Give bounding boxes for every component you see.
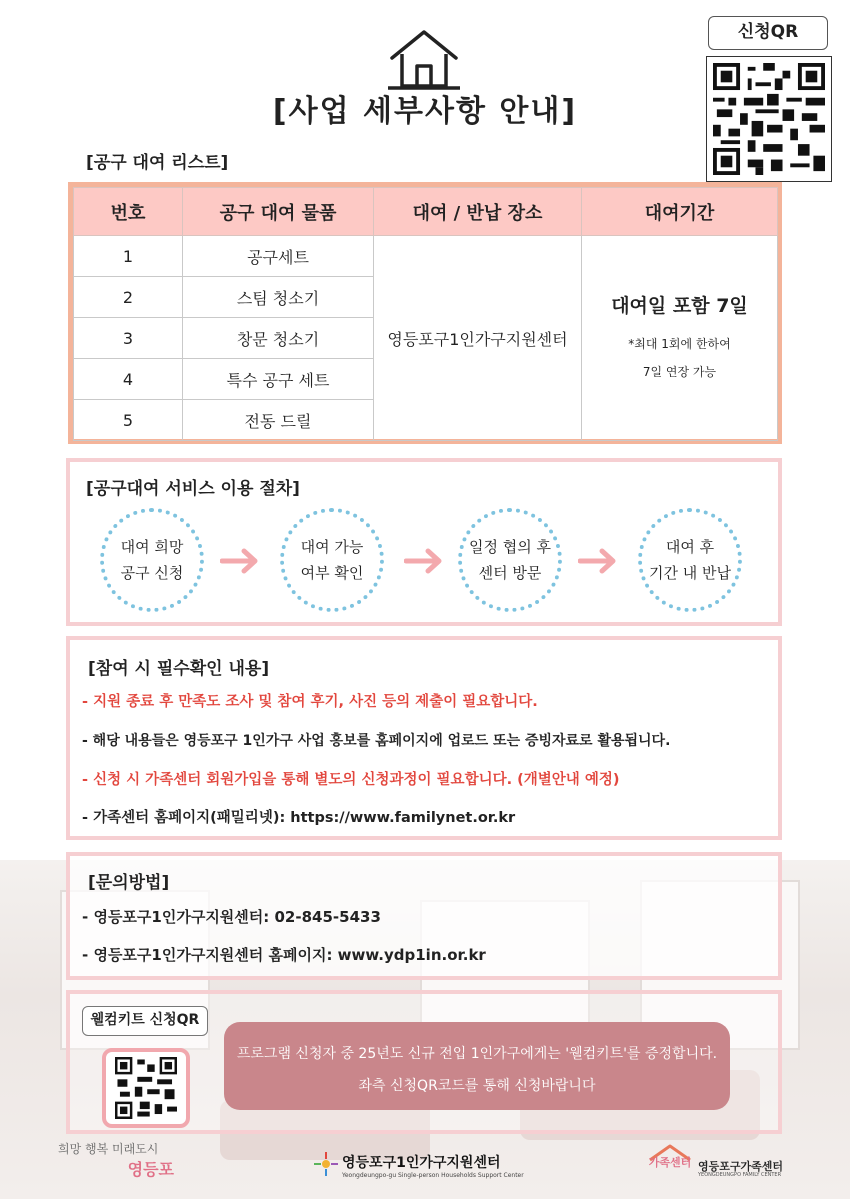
row-item: 스팀 청소기 — [183, 277, 374, 318]
step-4-line-1: 대여 후 — [665, 538, 715, 556]
column-header-item: 공구 대여 물품 — [183, 188, 374, 236]
column-header-number: 번호 — [74, 188, 183, 236]
row-item: 특수 공구 세트 — [183, 359, 374, 400]
requirements-title: [참여 시 필수확인 내용] — [88, 659, 270, 679]
step-2-line-1: 대여 가능 — [300, 538, 364, 556]
center-name: 영등포구1인가구지원센터 — [342, 1155, 501, 1171]
contact-title: [문의방법] — [88, 873, 170, 893]
procedure-step-1 — [100, 508, 204, 612]
family-center-english-name: YEONGDEUNGPO FAMILY CENTER — [698, 1172, 782, 1178]
step-1-line-2: 공구 신청 — [120, 564, 184, 582]
step-3-line-1: 일정 협의 후 — [469, 538, 551, 556]
requirement-item-4: - 가족센터 홈페이지(패밀리넷): https://www.familynet.or.kr — [82, 810, 516, 826]
procedure-title: [공구대여 서비스 이용 절차] — [86, 479, 300, 499]
family-center-logo-text: 가족센터 — [648, 1156, 692, 1169]
row-item: 공구세트 — [183, 236, 374, 277]
row-number: 5 — [74, 400, 183, 441]
tool-list-title: [공구 대여 리스트] — [86, 153, 229, 173]
qr-label: 신청QR — [708, 16, 828, 50]
family-center-logo — [646, 1140, 806, 1188]
qr-code-icon[interactable] — [706, 56, 832, 182]
welcome-kit-qr-label: 웰컴키트 신청QR — [82, 1006, 208, 1036]
row-number: 3 — [74, 318, 183, 359]
welcome-kit-qr-code[interactable] — [102, 1048, 190, 1128]
welcome-kit-section — [66, 990, 782, 1134]
column-header-place: 대여 / 반납 장소 — [374, 188, 582, 236]
row-item: 창문 청소기 — [183, 318, 374, 359]
yeongdeungpo-district-logo — [58, 1140, 182, 1186]
contact-section — [66, 852, 782, 980]
house-icon — [388, 28, 460, 92]
row-item: 전동 드릴 — [183, 400, 374, 441]
row-number: 4 — [74, 359, 183, 400]
arrow-right-icon — [220, 548, 260, 574]
rental-place: 영등포구1인가구지원센터 — [374, 236, 582, 441]
district-slogan: 희망 행복 미래도시 — [58, 1142, 159, 1156]
period-note-2: 7일 연장 가능 — [642, 364, 717, 379]
period-main: 대여일 포함 7일 — [611, 294, 748, 317]
qr-code-icon — [115, 1057, 177, 1119]
center-logo-icon — [314, 1152, 338, 1176]
welcome-kit-message — [224, 1022, 730, 1110]
procedure-section — [66, 458, 782, 626]
family-center-name: 영등포구가족센터 — [698, 1160, 784, 1173]
page-title: [사업 세부사항 안내] — [272, 94, 578, 129]
period-note-1: *최대 1회에 한하여 — [628, 336, 731, 351]
center-english-name: Yeongdeungpo-gu Single-person Households Support Center — [342, 1172, 524, 1179]
requirement-item-2: - 해당 내용들은 영등포구 1인가구 사업 홍보를 홈페이지에 업로드 또는 증빙자료로 활용됩니다. — [82, 733, 671, 749]
step-1-line-1: 대여 희망 — [120, 538, 184, 556]
procedure-step-3 — [458, 508, 562, 612]
step-2-line-2: 여부 확인 — [300, 564, 364, 582]
table-row — [74, 236, 778, 277]
requirement-item-1: - 지원 종료 후 만족도 조사 및 참여 후기, 사진 등의 제출이 필요합니다. — [82, 694, 538, 710]
procedure-step-2 — [280, 508, 384, 612]
step-4-line-2: 기간 내 반납 — [649, 564, 731, 582]
single-household-center-logo — [314, 1150, 524, 1188]
welcome-kit-message-line-1: 프로그램 신청자 중 25년도 신규 전입 1인가구에게는 '웰컴키트'를 증정합니다. — [236, 1046, 718, 1062]
qr-pattern — [713, 63, 825, 175]
requirement-item-3: - 신청 시 가족센터 회원가입을 통해 별도의 신청과정이 필요합니다. (개별안내 예정) — [82, 772, 620, 788]
welcome-kit-message-line-2: 좌측 신청QR코드를 통해 신청바랍니다 — [358, 1078, 596, 1094]
contact-phone: - 영등포구1인가구지원센터: 02-845-5433 — [82, 908, 381, 926]
arrow-right-icon — [404, 548, 444, 574]
application-qr[interactable] — [706, 16, 832, 168]
column-header-period: 대여기간 — [582, 188, 778, 236]
row-number: 1 — [74, 236, 183, 277]
step-3-line-2: 센터 방문 — [478, 564, 542, 582]
contact-homepage: - 영등포구1인가구지원센터 홈페이지: www.ydp1in.or.kr — [82, 946, 486, 964]
tool-rental-table — [68, 182, 782, 444]
rental-period — [582, 236, 778, 441]
procedure-step-4 — [638, 508, 742, 612]
row-number: 2 — [74, 277, 183, 318]
arrow-right-icon — [578, 548, 618, 574]
district-name: 영등포 — [127, 1160, 174, 1179]
requirements-section — [66, 636, 782, 840]
